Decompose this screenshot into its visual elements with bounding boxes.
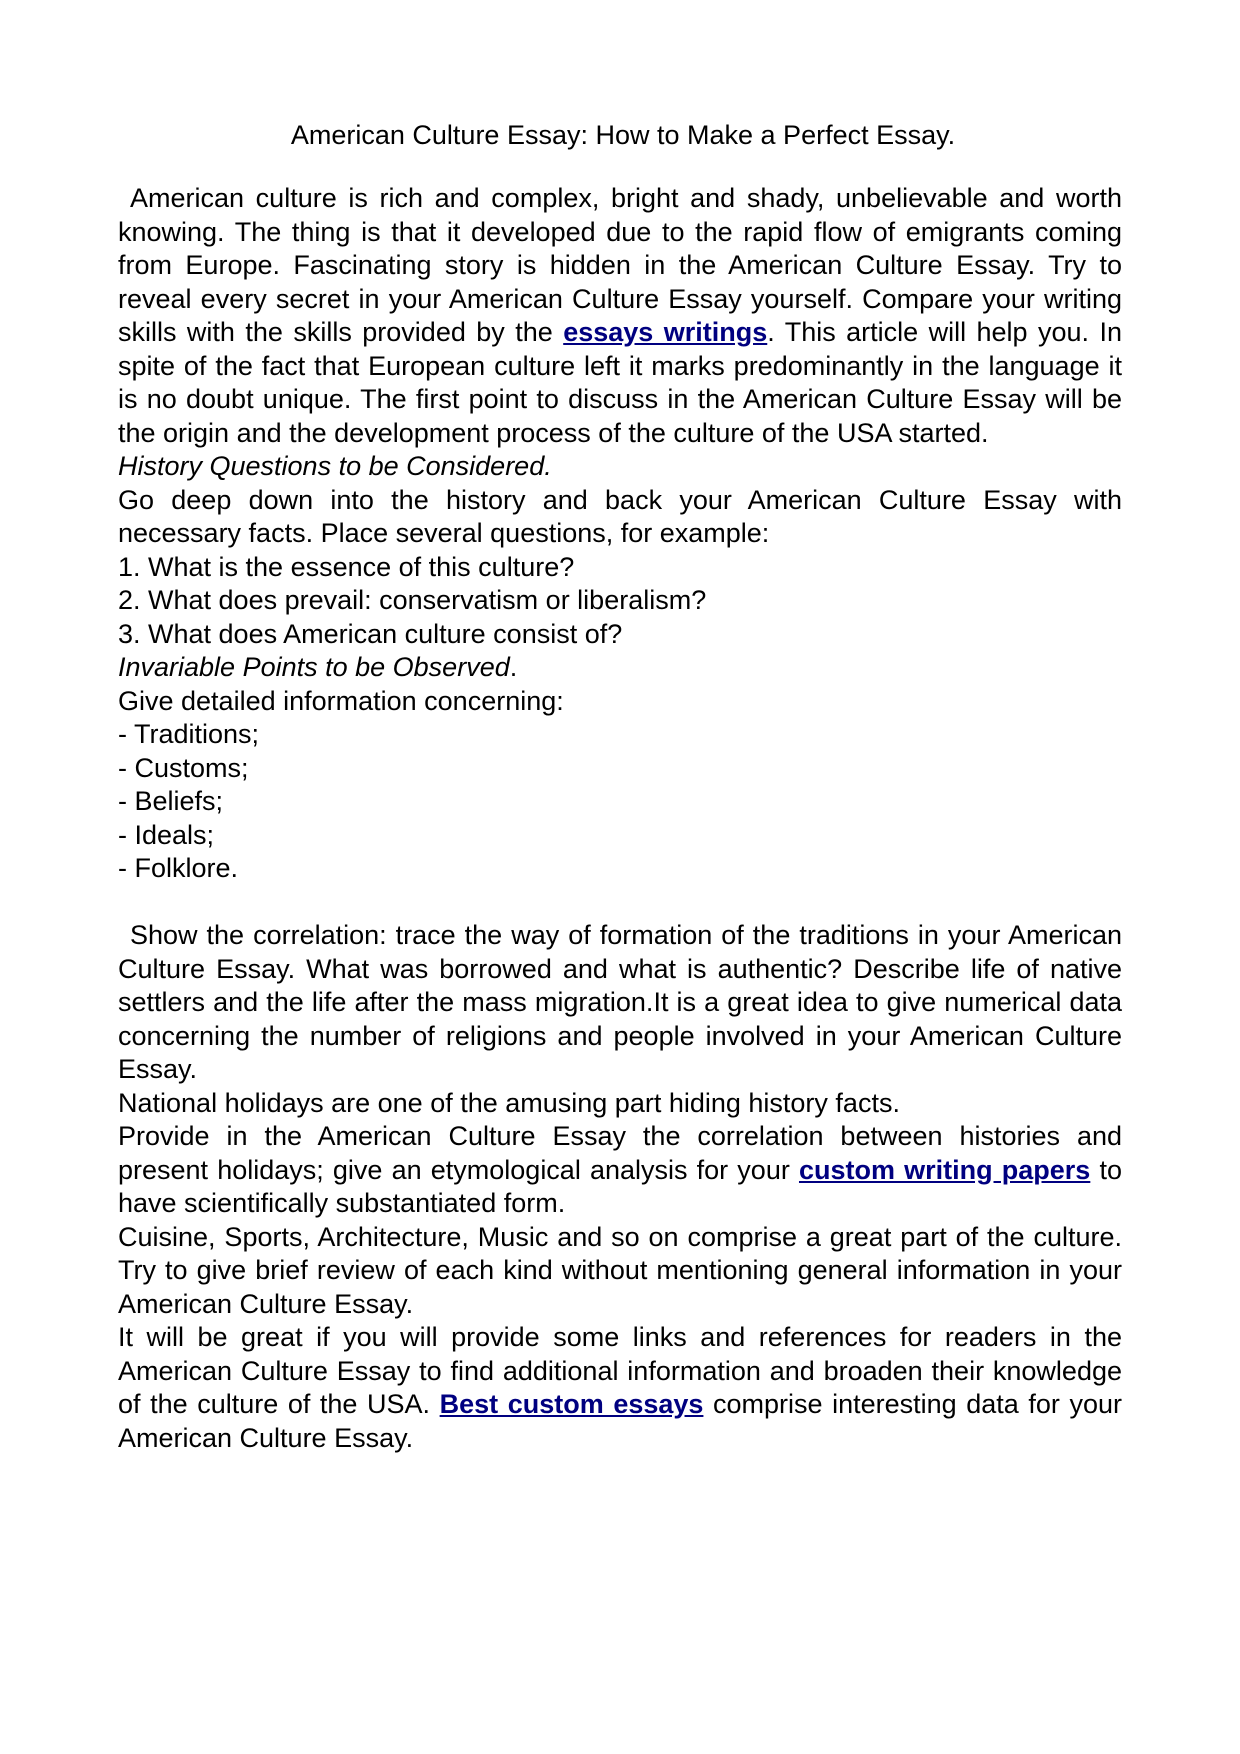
- correlation-paragraph: Show the correlation: trace the way of formation of the traditions in your American Culture Essay. What was borrowed and what is authentic? Describe life of native settlers and the life after the mass migration.It is a great idea to give numerical data concerning the number of religions and people involved in your American Culture Essay.: [118, 920, 1122, 1084]
- provide-text-1: Provide in the American Culture Essay the correlation between histories and present holidays; give an etymological analysis for your: [118, 1121, 1122, 1185]
- invariable-heading: Invariable Points to be Observed: [118, 652, 510, 682]
- intro-paragraph: [118, 182, 1122, 450]
- essays-writings-link[interactable]: essays writings: [563, 317, 768, 347]
- point-item: - Folklore.: [118, 853, 239, 883]
- custom-writing-papers-link[interactable]: custom writing papers: [798, 1154, 1091, 1185]
- blank-line: [118, 886, 1122, 920]
- invariable-paragraph: Give detailed information concerning:: [118, 685, 564, 716]
- holidays-paragraph: National holidays are one of the amusing part hiding history facts.: [118, 1087, 900, 1118]
- point-item: - Traditions;: [118, 719, 260, 749]
- provide-paragraph: [118, 1120, 1122, 1221]
- document-title: American Culture Essay: How to Make a Perfect Essay.: [290, 120, 956, 150]
- best-custom-essays-link[interactable]: Best custom essays: [439, 1389, 704, 1419]
- question-item: 2. What does prevail: conservatism or liberalism?: [118, 585, 707, 615]
- question-item: 3. What does American culture consist of?: [118, 618, 623, 649]
- cuisine-paragraph: Cuisine, Sports, Architecture, Music and so on comprise a great part of the culture. Try to give brief review of each kind without mentioning general information in your American Culture Essay.: [118, 1221, 1122, 1319]
- history-paragraph: Go deep down into the history and back your American Culture Essay with necessary facts. Place several questions, for example:: [118, 484, 1122, 548]
- point-item: - Customs;: [118, 752, 249, 783]
- links-text-1: It will be great if you will provide some links and references for readers in the American Culture Essay to find additional information and broaden their knowledge of the culture of the USA.: [118, 1322, 1122, 1419]
- question-item: 1. What is the essence of this culture?: [118, 551, 575, 582]
- provide-text-2: to have scientifically substantiated form.: [118, 1154, 1122, 1218]
- links-text-2: comprise interesting data for your American Culture Essay.: [118, 1389, 1122, 1453]
- document-page: [118, 118, 1122, 1455]
- links-paragraph: [118, 1321, 1122, 1455]
- point-item: - Beliefs;: [118, 786, 224, 816]
- history-heading: History Questions to be Considered.: [118, 451, 552, 481]
- intro-text-1: American culture is rich and complex, bright and shady, unbelievable and worth knowing. The thing is that it developed due to the rapid flow of emigrants coming from Europe. Fascinating story is hidden in the American Culture Essay. Try to reveal every secret in your American Culture Essay yourself. Compare your writing skills with the skills provided by the: [118, 183, 1122, 347]
- intro-text-2: . This article will help you. In spite of the fact that European culture left it marks predominantly in the language it is no doubt unique. The first point to discuss in the American Culture Essay will be the origin and the development process of the culture of the USA started.: [118, 317, 1122, 448]
- invariable-heading-line: [118, 651, 1122, 685]
- point-item: - Ideals;: [118, 819, 215, 850]
- invariable-heading-period: .: [509, 652, 518, 682]
